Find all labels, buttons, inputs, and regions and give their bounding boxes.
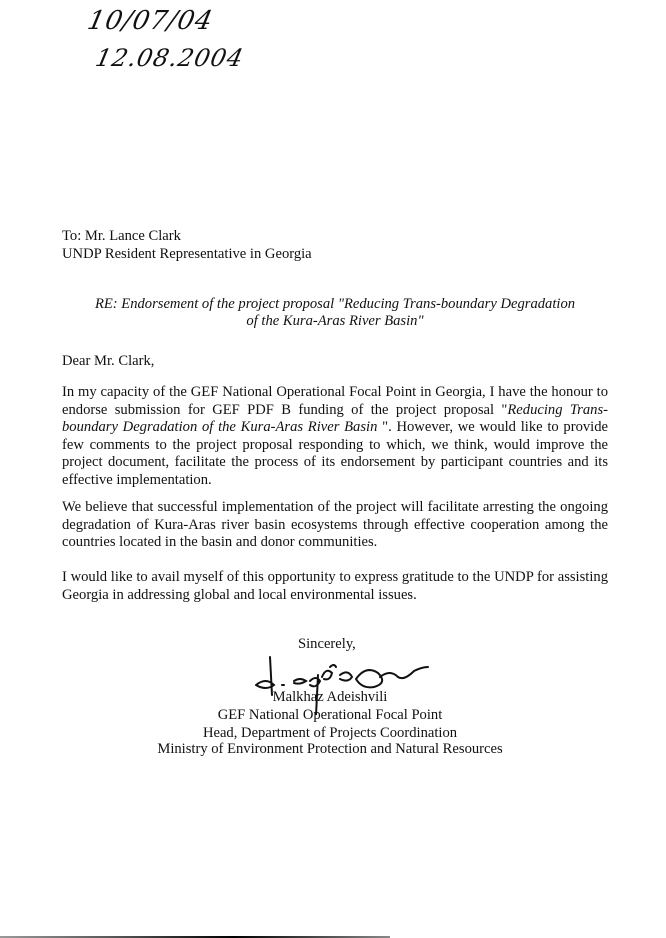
- subject-line: [62, 296, 608, 331]
- closing: Sincerely,: [298, 636, 356, 652]
- signer-department: Head, Department of Projects Coordination: [202, 725, 458, 741]
- subject-line-2: of the Kura-Aras River Basin": [246, 313, 424, 330]
- body-paragraph-1: [62, 384, 608, 490]
- salutation: Dear Mr. Clark,: [62, 353, 155, 369]
- handwritten-date-1: 10/07/04: [84, 6, 216, 36]
- p1-text-a: In my capacity of the GEF National Operational Focal Point in Georgia, I have the honour to endorse submission for GEF PDF B funding of the project proposal ": [62, 384, 608, 418]
- handwritten-date-2: 12.08.2004: [93, 44, 247, 72]
- body-paragraph-2: We believe that successful implementation of the project will facilitate arresting the ongoing degradation of Kura-Aras river basin ecosystems through effective cooperation among the countries located in the basin and donor communities.: [62, 499, 608, 551]
- p1-text-b: ". However, we would like to provide few comments to the project proposal responding to which, we think, would improve the project document, facilitate the process of its endorsement by participant countries and its effective implementation.: [62, 419, 608, 488]
- recipient-line: To: Mr. Lance Clark: [62, 228, 181, 244]
- project-title: Reducing Trans-boundary Degradation of the Kura-Aras River Basin: [62, 401, 608, 436]
- recipient-title: UNDP Resident Representative in Georgia: [62, 246, 312, 262]
- signer-title: GEF National Operational Focal Point: [217, 707, 443, 723]
- subject-line-1: RE: Endorsement of the project proposal "Reducing Trans-boundary Degradation: [94, 296, 576, 312]
- body-paragraph-3: I would like to avail myself of this opportunity to express gratitude to the UNDP for assisting Georgia in addressing global and local environmental issues.: [62, 569, 608, 603]
- signer-name: Malkhaz Adeishvili: [272, 689, 388, 705]
- signer-ministry: Ministry of Environment Protection and Natural Resources: [157, 741, 503, 757]
